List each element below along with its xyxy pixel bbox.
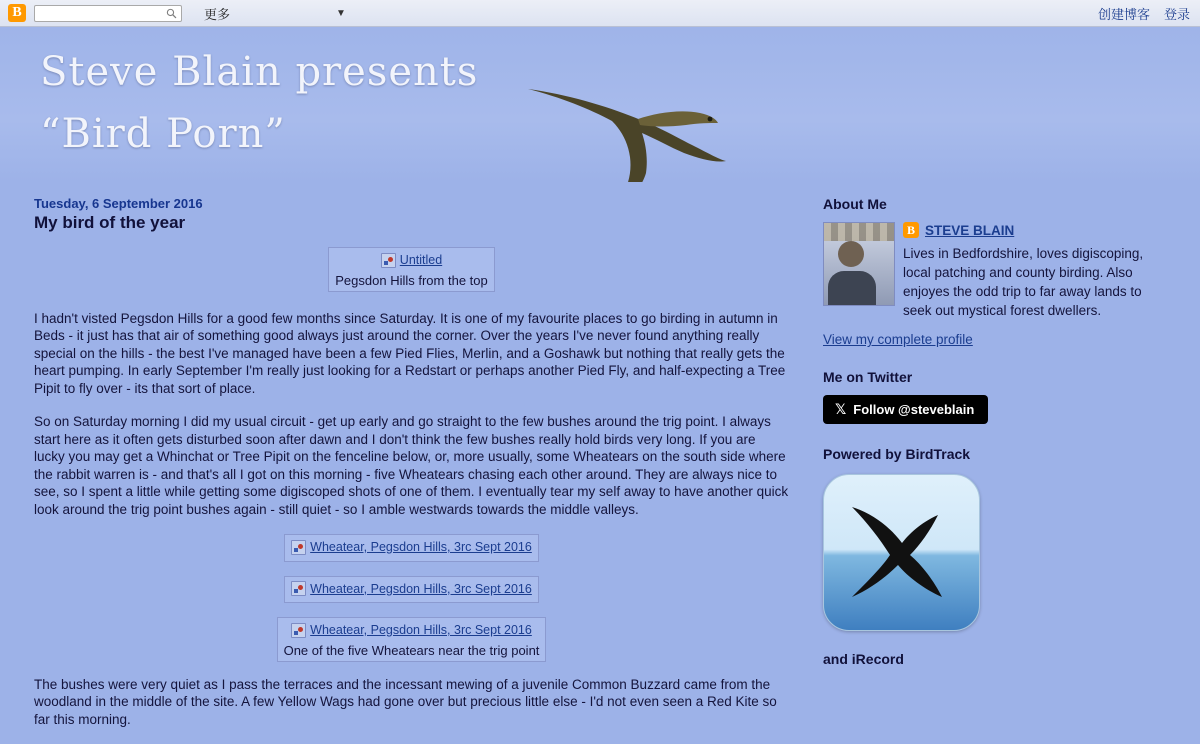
blog-title — [40, 41, 478, 165]
sidebar — [809, 182, 1169, 744]
chevron-down-icon[interactable]: ▼ — [336, 7, 346, 19]
post-paragraph: I hadn't visted Pegsdon Hills for a good few months since Saturday. It is one of my favourite places to go birding in autumn in Beds - it just has that air of something good always just around the corner. Over the years I've never found anything really special on the hills - the best I've managed have been a few Pied Flies, Merlin, and a Goshawk but nothing that really gets the heart pumping. In early September I'm really just looking for a Redstart or perhaps another Pied Fly, and half-expecting a Tree Pipit to fly over - its that sort of place. — [34, 310, 786, 396]
wheatear-image-3-wrap — [34, 617, 789, 662]
more-menu[interactable]: 更多 — [204, 6, 231, 22]
author-name-link[interactable]: STEVE BLAIN — [925, 222, 1015, 238]
twitter-title: Me on Twitter — [823, 369, 913, 385]
author-line — [903, 222, 1159, 238]
create-blog-link[interactable]: 创建博客 — [1097, 7, 1150, 22]
post-title: My bird of the year — [34, 213, 186, 232]
blog-title-line-1: Steve Blain presents — [40, 49, 479, 95]
image-alt-text: Wheatear, Pegsdon Hills, 3rc Sept 2016 — [310, 540, 532, 554]
birdtrack-bird-glyph — [842, 493, 960, 611]
broken-image-icon — [291, 623, 306, 638]
about-me-widget — [823, 222, 1159, 320]
blog-title-line-2: “Bird Porn” — [40, 111, 286, 157]
post-column — [14, 182, 809, 744]
irecord-title: and iRecord — [823, 651, 904, 667]
wheatear-image-2-wrap — [34, 576, 789, 604]
wheatear-image-1-wrap — [34, 534, 789, 562]
birdtrack-title: Powered by BirdTrack — [823, 446, 971, 462]
blogger-profile-icon: B — [903, 222, 919, 238]
about-me-title: About Me — [823, 196, 887, 212]
twitter-follow-button[interactable] — [823, 395, 988, 424]
swift-bird-image — [520, 47, 740, 182]
broken-image-icon — [291, 581, 306, 596]
broken-image-link[interactable] — [381, 252, 442, 268]
blogger-logo-icon[interactable]: B — [8, 4, 26, 22]
wheatear-image-2-box[interactable] — [284, 576, 539, 604]
post-top-image-wrap — [34, 247, 789, 292]
image-caption: Pegsdon Hills from the top — [335, 272, 488, 288]
page-content — [0, 182, 1200, 744]
birdtrack-logo-icon[interactable] — [823, 474, 980, 631]
broken-image-link[interactable] — [291, 581, 532, 597]
post-date: Tuesday, 6 September 2016 — [34, 196, 203, 211]
broken-image-link[interactable] — [291, 622, 532, 638]
avatar[interactable] — [823, 222, 895, 306]
broken-image-icon — [291, 540, 306, 555]
broken-image-link[interactable] — [291, 539, 532, 555]
sign-in-link[interactable]: 登录 — [1163, 7, 1190, 22]
wheatear-image-3-box[interactable] — [277, 617, 547, 662]
blog-header — [0, 27, 1200, 182]
image-alt-text: Untitled — [399, 253, 443, 267]
about-me-text: Lives in Bedfordshire, loves digiscoping, local patching and county birding. Also enjoyes the odd trip to far away lands to seek out mystical forest dwellers. — [903, 246, 1144, 318]
twitter-follow-label: Follow @steveblain — [853, 402, 975, 417]
image-alt-text: Wheatear, Pegsdon Hills, 3rc Sept 2016 — [310, 581, 532, 596]
post-top-image-box[interactable] — [328, 247, 494, 292]
image-alt-text: Wheatear, Pegsdon Hills, 3rc Sept 2016 — [310, 623, 532, 637]
blogger-navbar — [0, 0, 1200, 27]
image-caption: One of the five Wheatears near the trig point — [283, 642, 540, 658]
view-profile-link[interactable]: View my complete profile — [823, 332, 973, 347]
search-input[interactable] — [38, 6, 166, 20]
navbar-right-links — [1098, 0, 1190, 27]
post-paragraph: So on Saturday morning I did my usual circuit - get up early and go straight to the few bushes around the trig point. I always start here as it often gets disturbed soon after dawn and I don't think the few bushes really hold birds very long. If you are lucky you may get a Whinchat or Tree Pipit on the fenceline below, or, more usually, some Wheatears on the south side where the rabbit warren is - and that's all I got on this morning - five Wheatears chasing each other around. They are always nice to see, so I spent a little while getting some digiscoped shots of one of them. I eventually tear my self away to have another quick look around the trig point bushes again - still quiet - so I amble westwards towards the middle valleys. — [34, 414, 789, 517]
search-icon[interactable] — [166, 8, 177, 19]
post-paragraph: The bushes were very quiet as I pass the terraces and the incessant mewing of a juvenile Common Buzzard came from the woodland in the middle of the site. A few Yellow Wags had gone over but precious little else - I'd not even seen a Red Kite so far this morning. — [34, 676, 777, 727]
x-twitter-icon: 𝕏 — [835, 401, 847, 418]
search-box[interactable] — [34, 5, 182, 22]
broken-image-icon — [381, 253, 396, 268]
wheatear-image-1-box[interactable] — [284, 534, 539, 562]
